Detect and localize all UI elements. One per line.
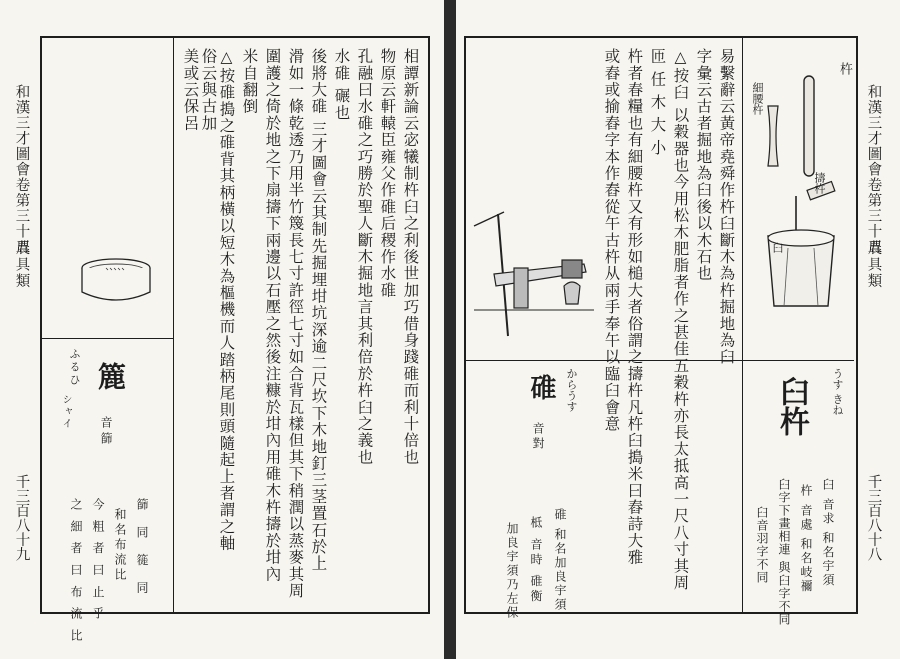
entry-character: 碓 [526, 374, 556, 400]
body-column: 孔融曰水碓之巧勝於聖人斷木掘地言其利倍於杵臼之義也 [355, 48, 374, 466]
body-column: △按碓搗之碓背其柄橫以短木為樞機而人踏柄尾則頭隨起上者謂之軸 [217, 48, 236, 552]
left-page [0, 0, 444, 659]
body-column: 字彙云古者掘地為臼後以木石也 [694, 48, 713, 282]
entry-sound: 音對 [531, 422, 545, 452]
illustration-label: 擣杵 [813, 172, 826, 194]
divider [742, 38, 743, 612]
body-column: 易繫辭云黃帝堯舜作杵臼斷木為杵掘地為臼 [717, 48, 736, 366]
entry-note: 加良宇須乃左保 [505, 522, 519, 620]
running-title: 和漢三才圖會卷第三十五 [13, 84, 30, 255]
entry-note: 杵 音處 和名岐禰 [799, 484, 813, 594]
illustration-label: 臼 [771, 242, 784, 253]
mortar-pestle-illustration [751, 66, 844, 326]
entry-reading: ふるひ [68, 348, 81, 387]
section-name: 農具類 [865, 240, 882, 290]
body-column: 水碓 碾也 [332, 48, 351, 121]
sieve-illustration [76, 248, 156, 318]
entry-sound: 音篩 [99, 416, 113, 448]
entry-reading-2: シャイ [60, 394, 71, 430]
body-column: 俗云與古加 [199, 48, 218, 132]
entry-note: 和名布流比 [113, 508, 127, 583]
body-column: 杵者春糧也有細腰杵又有形如槌大者俗謂之擣杵凡杵臼搗米曰舂詩大雅 [625, 48, 644, 566]
illustration-label: 細腰杵 [751, 82, 764, 115]
entry-reading: からうす [565, 368, 578, 412]
body-column: △按臼 以穀器也今用松木肥脂者作之甚佳五穀杵亦長太抵高一尺八寸其周 [671, 48, 690, 592]
right-page [456, 0, 900, 659]
body-column: 後將大碓 三才圖會云其制先掘埋坩坑深逾二尺坎下木地釘三茎置石於上 [309, 48, 328, 572]
body-column: 或舂或揄舂字本作舂從午古杵从兩手奉午以臨臼會意 [602, 48, 621, 433]
book-gutter [444, 0, 456, 659]
entry-note: 今 粗 者 曰 止 乎 [91, 498, 105, 623]
body-column: 圍護之倚於地之下扇擣下兩邊以石壓之然後注糠於坩內用碓木杵擣於坩內 [263, 48, 282, 583]
divider [42, 338, 173, 339]
illustration-label: 杵 [837, 62, 852, 75]
body-column: 匝 任 木 大 小 [648, 48, 667, 157]
body-column: 米自翻倒 [240, 48, 259, 115]
page-frame [40, 36, 430, 644]
entry-character: 臼杵 [774, 376, 809, 436]
body-column: 美或云保呂 [181, 48, 200, 132]
entry-note: 之 細 者 曰 布 流 比 [69, 498, 83, 644]
entry-note: 碓 和名加良宇須 [553, 508, 567, 612]
divider [173, 38, 174, 612]
page-frame [464, 36, 858, 626]
entry-character: 簏 [94, 362, 127, 390]
body-column: 滑如一條乾透乃用半竹篾長七寸許徑七寸如合背瓦樣但其下稍潤以蒸麥其周 [286, 48, 305, 600]
entry-note: 柢 音時 碓衡 [529, 516, 543, 605]
treadle-mortar-illustration [474, 206, 594, 346]
body-column: 物原云軒轅臣雍父作碓后稷作水碓 [378, 48, 397, 299]
page-number: 千三百八十八 [865, 474, 882, 561]
divider [742, 360, 854, 361]
body-column: 相譚新論云宓犧制杵臼之利後世加巧借身踐碓而利十倍也 [401, 48, 420, 466]
entry-note: 臼 音求 和名宇須 [821, 478, 835, 588]
entry-note: 臼字下畫相連 與臼字不同 [777, 478, 791, 626]
entry-reading: うす きね [831, 368, 844, 416]
section-name: 農具類 [13, 240, 30, 290]
running-title: 和漢三才圖會卷第三十五 [865, 84, 882, 255]
entry-note: 臼音羽字不同 [755, 506, 769, 584]
entry-note: 篩 同 簁 同 [135, 498, 149, 600]
page-number: 千三百八十九 [13, 474, 30, 561]
